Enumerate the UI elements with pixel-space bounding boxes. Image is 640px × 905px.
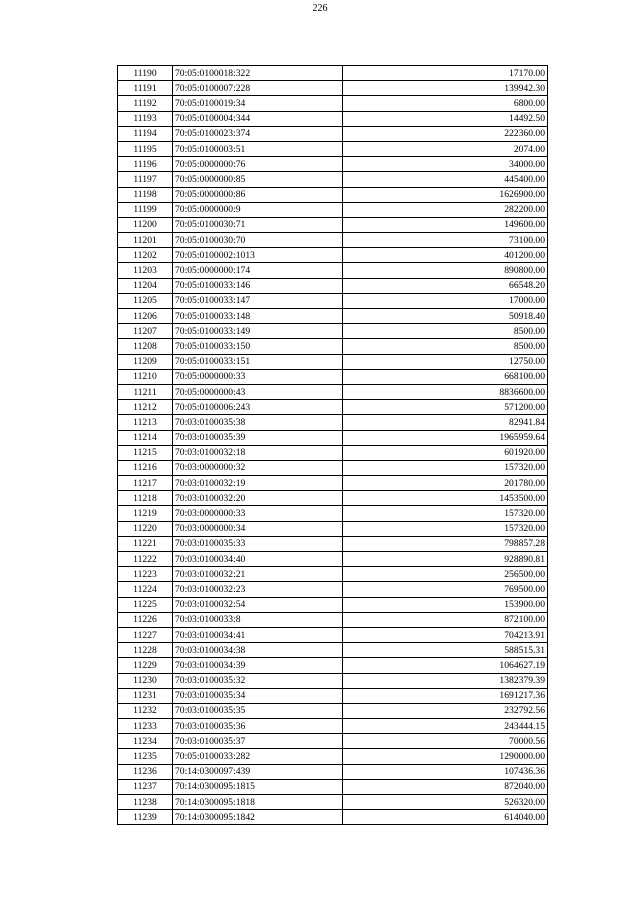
- table-row: [118, 278, 548, 293]
- table-row: [118, 627, 548, 642]
- row-number-cell: 11202: [118, 248, 173, 263]
- row-number-cell: 11215: [118, 445, 173, 460]
- amount-cell: 769500.00: [343, 582, 548, 597]
- amount-cell: 139942.30: [343, 81, 548, 96]
- amount-cell: 282200.00: [343, 202, 548, 217]
- row-number-cell: 11205: [118, 293, 173, 308]
- amount-cell: 107436.36: [343, 764, 548, 779]
- table-row: [118, 445, 548, 460]
- amount-cell: 1453500.00: [343, 491, 548, 506]
- table-row: [118, 810, 548, 825]
- cadastral-number-cell: 70:05:0100033:150: [173, 339, 343, 354]
- table-row: [118, 157, 548, 172]
- row-number-cell: 11224: [118, 582, 173, 597]
- table-row: [118, 187, 548, 202]
- cadastral-number-cell: 70:05:0100004:344: [173, 111, 343, 126]
- row-number-cell: 11227: [118, 627, 173, 642]
- amount-cell: 73100.00: [343, 233, 548, 248]
- table-row: [118, 248, 548, 263]
- row-number-cell: 11214: [118, 430, 173, 445]
- row-number-cell: 11209: [118, 354, 173, 369]
- amount-cell: 82941.84: [343, 415, 548, 430]
- row-number-cell: 11196: [118, 157, 173, 172]
- cadastral-number-cell: 70:03:0100035:34: [173, 688, 343, 703]
- row-number-cell: 11219: [118, 506, 173, 521]
- cadastral-number-cell: 70:03:0100032:21: [173, 567, 343, 582]
- cadastral-number-cell: 70:05:0000000:43: [173, 384, 343, 399]
- amount-cell: 890800.00: [343, 263, 548, 278]
- amount-cell: 17170.00: [343, 66, 548, 81]
- cadastral-number-cell: 70:05:0100033:149: [173, 324, 343, 339]
- table-row: [118, 293, 548, 308]
- row-number-cell: 11212: [118, 400, 173, 415]
- amount-cell: 1626900.00: [343, 187, 548, 202]
- row-number-cell: 11231: [118, 688, 173, 703]
- cadastral-number-cell: 70:03:0000000:34: [173, 521, 343, 536]
- cadastral-number-cell: 70:03:0000000:33: [173, 506, 343, 521]
- cadastral-number-cell: 70:05:0100019:34: [173, 96, 343, 111]
- row-number-cell: 11190: [118, 66, 173, 81]
- amount-cell: 445400.00: [343, 172, 548, 187]
- table-row: [118, 384, 548, 399]
- cadastral-number-cell: 70:03:0100033:8: [173, 612, 343, 627]
- table-row: [118, 658, 548, 673]
- row-number-cell: 11206: [118, 309, 173, 324]
- cadastral-number-cell: 70:03:0100035:35: [173, 703, 343, 718]
- row-number-cell: 11233: [118, 719, 173, 734]
- cadastral-number-cell: 70:05:0100006:243: [173, 400, 343, 415]
- row-number-cell: 11204: [118, 278, 173, 293]
- table-row: [118, 339, 548, 354]
- amount-cell: 704213.91: [343, 627, 548, 642]
- amount-cell: 2074.00: [343, 141, 548, 156]
- cadastral-number-cell: 70:05:0100033:282: [173, 749, 343, 764]
- amount-cell: 588515.31: [343, 643, 548, 658]
- amount-cell: 222360.00: [343, 126, 548, 141]
- table-row: [118, 217, 548, 232]
- amount-cell: 17000.00: [343, 293, 548, 308]
- cadastral-number-cell: 70:03:0100034:41: [173, 627, 343, 642]
- row-number-cell: 11207: [118, 324, 173, 339]
- cadastral-number-cell: 70:14:0300095:1815: [173, 779, 343, 794]
- table-row: [118, 263, 548, 278]
- amount-cell: 157320.00: [343, 521, 548, 536]
- table-row: [118, 460, 548, 475]
- table-row: [118, 400, 548, 415]
- row-number-cell: 11238: [118, 795, 173, 810]
- cadastral-number-cell: 70:05:0100003:51: [173, 141, 343, 156]
- table-row: [118, 309, 548, 324]
- table-row: [118, 506, 548, 521]
- cadastral-number-cell: 70:05:0100030:71: [173, 217, 343, 232]
- cadastral-number-cell: 70:03:0100035:38: [173, 415, 343, 430]
- cadastral-number-cell: 70:03:0000000:32: [173, 460, 343, 475]
- amount-cell: 201780.00: [343, 476, 548, 491]
- amount-cell: 526320.00: [343, 795, 548, 810]
- table-row: [118, 324, 548, 339]
- table-row: [118, 673, 548, 688]
- table-row: [118, 369, 548, 384]
- cadastral-number-cell: 70:05:0000000:86: [173, 187, 343, 202]
- amount-cell: 12750.00: [343, 354, 548, 369]
- row-number-cell: 11194: [118, 126, 173, 141]
- row-number-cell: 11229: [118, 658, 173, 673]
- row-number-cell: 11222: [118, 552, 173, 567]
- row-number-cell: 11201: [118, 233, 173, 248]
- row-number-cell: 11220: [118, 521, 173, 536]
- cadastral-number-cell: 70:05:0000000:174: [173, 263, 343, 278]
- row-number-cell: 11234: [118, 734, 173, 749]
- amount-cell: 928890.81: [343, 552, 548, 567]
- cadastral-number-cell: 70:03:0100032:20: [173, 491, 343, 506]
- cadastral-number-cell: 70:03:0100032:19: [173, 476, 343, 491]
- amount-cell: 798857.28: [343, 536, 548, 551]
- table-row: [118, 749, 548, 764]
- row-number-cell: 11236: [118, 764, 173, 779]
- cadastral-number-cell: 70:03:0100035:32: [173, 673, 343, 688]
- cadastral-number-cell: 70:03:0100035:33: [173, 536, 343, 551]
- row-number-cell: 11223: [118, 567, 173, 582]
- table-row: [118, 597, 548, 612]
- cadastral-number-cell: 70:05:0000000:9: [173, 202, 343, 217]
- amount-cell: 668100.00: [343, 369, 548, 384]
- amount-cell: 66548.20: [343, 278, 548, 293]
- row-number-cell: 11218: [118, 491, 173, 506]
- cadastral-number-cell: 70:03:0100034:39: [173, 658, 343, 673]
- row-number-cell: 11197: [118, 172, 173, 187]
- row-number-cell: 11221: [118, 536, 173, 551]
- amount-cell: 256500.00: [343, 567, 548, 582]
- table-row: [118, 491, 548, 506]
- amount-cell: 70000.56: [343, 734, 548, 749]
- table-row: [118, 476, 548, 491]
- amount-cell: 157320.00: [343, 460, 548, 475]
- cadastral-number-cell: 70:14:0300095:1818: [173, 795, 343, 810]
- cadastral-number-cell: 70:03:0100035:39: [173, 430, 343, 445]
- table-row: [118, 141, 548, 156]
- table-row: [118, 430, 548, 445]
- page-number: 226: [312, 3, 328, 14]
- table-row: [118, 521, 548, 536]
- cadastral-number-cell: 70:05:0100018:322: [173, 66, 343, 81]
- table-row: [118, 536, 548, 551]
- row-number-cell: 11216: [118, 460, 173, 475]
- amount-cell: 1965959.64: [343, 430, 548, 445]
- amount-cell: 1064627.19: [343, 658, 548, 673]
- cadastral-number-cell: 70:03:0100032:18: [173, 445, 343, 460]
- row-number-cell: 11193: [118, 111, 173, 126]
- row-number-cell: 11192: [118, 96, 173, 111]
- amount-cell: 232792.56: [343, 703, 548, 718]
- table-row: [118, 719, 548, 734]
- cadastral-number-cell: 70:03:0100035:36: [173, 719, 343, 734]
- row-number-cell: 11211: [118, 384, 173, 399]
- table-row: [118, 779, 548, 794]
- table-row: [118, 643, 548, 658]
- amount-cell: 614040.00: [343, 810, 548, 825]
- table-row: [118, 202, 548, 217]
- amount-cell: 6800.00: [343, 96, 548, 111]
- cadastral-number-cell: 70:14:0300097:439: [173, 764, 343, 779]
- table-row: [118, 552, 548, 567]
- amount-cell: 8500.00: [343, 339, 548, 354]
- cadastral-number-cell: 70:14:0300095:1842: [173, 810, 343, 825]
- row-number-cell: 11235: [118, 749, 173, 764]
- row-number-cell: 11199: [118, 202, 173, 217]
- registry-table: [117, 65, 548, 825]
- amount-cell: 1382379.39: [343, 673, 548, 688]
- registry-table-body: [118, 66, 548, 825]
- amount-cell: 571200.00: [343, 400, 548, 415]
- table-row: [118, 582, 548, 597]
- cadastral-number-cell: 70:05:0000000:76: [173, 157, 343, 172]
- amount-cell: 872100.00: [343, 612, 548, 627]
- row-number-cell: 11237: [118, 779, 173, 794]
- amount-cell: 243444.15: [343, 719, 548, 734]
- cadastral-number-cell: 70:05:0100033:148: [173, 309, 343, 324]
- amount-cell: 8500.00: [343, 324, 548, 339]
- cadastral-number-cell: 70:05:0100033:146: [173, 278, 343, 293]
- cadastral-number-cell: 70:03:0100035:37: [173, 734, 343, 749]
- row-number-cell: 11213: [118, 415, 173, 430]
- table-row: [118, 354, 548, 369]
- cadastral-number-cell: 70:03:0100032:54: [173, 597, 343, 612]
- table-row: [118, 415, 548, 430]
- cadastral-number-cell: 70:05:0100033:147: [173, 293, 343, 308]
- cadastral-number-cell: 70:05:0100023:374: [173, 126, 343, 141]
- row-number-cell: 11225: [118, 597, 173, 612]
- row-number-cell: 11191: [118, 81, 173, 96]
- row-number-cell: 11198: [118, 187, 173, 202]
- row-number-cell: 11239: [118, 810, 173, 825]
- amount-cell: 1691217.36: [343, 688, 548, 703]
- cadastral-number-cell: 70:05:0100033:151: [173, 354, 343, 369]
- row-number-cell: 11203: [118, 263, 173, 278]
- amount-cell: 153900.00: [343, 597, 548, 612]
- cadastral-number-cell: 70:03:0100032:23: [173, 582, 343, 597]
- table-row: [118, 111, 548, 126]
- amount-cell: 34000.00: [343, 157, 548, 172]
- row-number-cell: 11230: [118, 673, 173, 688]
- cadastral-number-cell: 70:03:0100034:38: [173, 643, 343, 658]
- cadastral-number-cell: 70:05:0100007:228: [173, 81, 343, 96]
- table-row: [118, 688, 548, 703]
- table-row: [118, 96, 548, 111]
- cadastral-number-cell: 70:05:0100002:1013: [173, 248, 343, 263]
- amount-cell: 401200.00: [343, 248, 548, 263]
- amount-cell: 601920.00: [343, 445, 548, 460]
- cadastral-number-cell: 70:05:0000000:33: [173, 369, 343, 384]
- table-row: [118, 567, 548, 582]
- cadastral-number-cell: 70:03:0100034:40: [173, 552, 343, 567]
- amount-cell: 149600.00: [343, 217, 548, 232]
- amount-cell: 14492.50: [343, 111, 548, 126]
- amount-cell: 872040.00: [343, 779, 548, 794]
- amount-cell: 157320.00: [343, 506, 548, 521]
- table-row: [118, 734, 548, 749]
- table-row: [118, 233, 548, 248]
- table-row: [118, 172, 548, 187]
- row-number-cell: 11217: [118, 476, 173, 491]
- table-row: [118, 126, 548, 141]
- table-row: [118, 795, 548, 810]
- amount-cell: 8836600.00: [343, 384, 548, 399]
- amount-cell: 50918.40: [343, 309, 548, 324]
- row-number-cell: 11200: [118, 217, 173, 232]
- table-row: [118, 612, 548, 627]
- cadastral-number-cell: 70:05:0000000:85: [173, 172, 343, 187]
- row-number-cell: 11210: [118, 369, 173, 384]
- table-row: [118, 764, 548, 779]
- table-row: [118, 703, 548, 718]
- row-number-cell: 11208: [118, 339, 173, 354]
- row-number-cell: 11232: [118, 703, 173, 718]
- cadastral-number-cell: 70:05:0100030:70: [173, 233, 343, 248]
- row-number-cell: 11226: [118, 612, 173, 627]
- amount-cell: 1290000.00: [343, 749, 548, 764]
- row-number-cell: 11228: [118, 643, 173, 658]
- table-row: [118, 66, 548, 81]
- row-number-cell: 11195: [118, 141, 173, 156]
- table-row: [118, 81, 548, 96]
